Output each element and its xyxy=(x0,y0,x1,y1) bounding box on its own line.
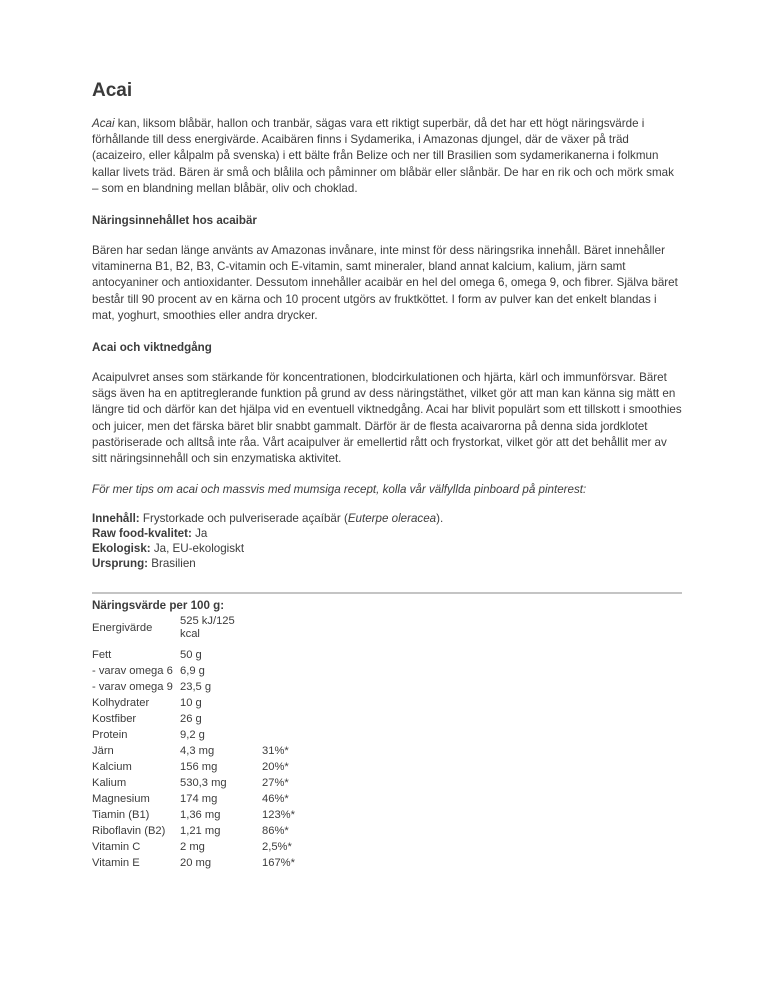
nutrient-name: Vitamin C xyxy=(92,840,141,853)
nutrient-name: Energivärde xyxy=(92,621,153,634)
nutrient-name: Järn xyxy=(92,744,114,757)
nutrient-rdi: 20%* xyxy=(262,760,289,773)
nutrition-heading: Näringsvärde per 100 g: xyxy=(92,598,225,612)
table-row xyxy=(92,614,322,648)
nutrient-rdi xyxy=(262,695,322,711)
nutrient-name: Riboflavin (B2) xyxy=(92,824,166,837)
table-row xyxy=(92,839,322,855)
nutrient-amount: 6,9 g xyxy=(180,664,205,677)
energy-line1: 525 kJ/125 xyxy=(180,615,235,628)
table-row xyxy=(92,823,322,839)
intro-paragraph xyxy=(92,116,682,197)
table-row xyxy=(92,647,322,663)
intro-lead: Acai xyxy=(92,117,115,130)
nutrient-amount: 1,21 mg xyxy=(180,824,221,837)
nutrient-amount: 20 mg xyxy=(180,856,212,869)
table-row xyxy=(92,727,322,743)
fact-ingredients-text: Frystorkade och pulveriserade açaíbär ( xyxy=(139,512,348,526)
fact-origin xyxy=(92,557,682,572)
section-heading-weightloss: Acai och viktnedgång xyxy=(92,341,212,355)
nutrient-rdi: 46%* xyxy=(262,792,289,805)
nutrient-name: Kolhydrater xyxy=(92,696,150,709)
table-row xyxy=(92,663,322,679)
nutrient-amount: 1,36 mg xyxy=(180,808,221,821)
table-row xyxy=(92,695,322,711)
nutrient-amount xyxy=(180,614,262,648)
intro-text: kan, liksom blåbär, hallon och tranbär, sägas vara ett riktigt superbär, då det har ett högt näringsvärde i förhållande till dess energivärde. Acaibären finns i Sydamerika, i Amazonas djungel, där de växer på träd (acaizeiro, eller kålpalm på svenska) i ett bälte från Belize och ner till Brasilien som sydamerikanerna i folkmun kallar livets träd. Bären är små och blålila och påminner om blåbär eller slånbär. De har en rik och och mörk smak – som en blandning mellan blåbär, oliv och choklad. xyxy=(92,117,674,195)
nutrient-name: Vitamin E xyxy=(92,856,140,869)
nutrient-name: Kalcium xyxy=(92,760,132,773)
table-row xyxy=(92,711,322,727)
nutrient-rdi xyxy=(262,614,322,648)
nutrient-amount: 23,5 g xyxy=(180,680,212,693)
nutrient-rdi: 123%* xyxy=(262,808,295,821)
nutrient-name: Fett xyxy=(92,648,112,661)
table-row xyxy=(92,775,322,791)
fact-origin-value: Brasilien xyxy=(148,556,196,570)
nutrient-name: Kalium xyxy=(92,776,127,789)
nutrient-name: Protein xyxy=(92,728,128,741)
nutrient-amount: 174 mg xyxy=(180,792,218,805)
nutrition-table xyxy=(92,614,322,872)
table-row xyxy=(92,679,322,695)
nutrient-name: - varav omega 6 xyxy=(92,664,173,677)
fact-ingredients xyxy=(92,512,682,527)
nutrient-name: Magnesium xyxy=(92,792,150,805)
fact-rawfood xyxy=(92,527,682,542)
section-heading-nutrition: Näringsinnehållet hos acaibär xyxy=(92,214,257,228)
nutrient-rdi: 86%* xyxy=(262,824,289,837)
nutrient-amount: 2 mg xyxy=(180,840,205,853)
fact-organic-value: Ja, EU-ekologiskt xyxy=(150,542,245,556)
fact-rawfood-label: Raw food-kvalitet: xyxy=(92,527,192,541)
nutrient-rdi: 2,5%* xyxy=(262,840,292,853)
fact-ingredients-label: Innehåll: xyxy=(92,512,140,526)
fact-rawfood-value: Ja xyxy=(191,527,208,541)
product-facts xyxy=(92,512,682,571)
nutrient-amount: 9,2 g xyxy=(180,728,205,741)
table-row xyxy=(92,855,322,871)
nutrient-name: Tiamin (B1) xyxy=(92,808,150,821)
table-row xyxy=(92,759,322,775)
nutrient-amount: 10 g xyxy=(180,696,202,709)
nutrient-name: - varav omega 9 xyxy=(92,680,173,693)
section-paragraph-weightloss: Acaipulvret anses som stärkande för koncentrationen, blodcirkulationen och hjärta, kärl och immunförsvar. Bäret sägs även ha en aptitreglerande funktion på grund av dess näringstäthet, vilket gör att man kan känna sig mätt en längre tid och därför kan det hjälpa vid en eventuell viktnedgång. Acai har blivit populärt som ett tillskott i smoothies och juicer, men det färska bäret blir snabbt gammalt. Därför är de flesta acaivarorna på denna sida jordklotet pastöriserade och alltså inte råa. Vårt acaipulver är emellertid rått och frystorkat, vilket gör att det behållit mer av sitt näringsinnehåll och sin enzymatiska aktivitet. xyxy=(92,371,682,466)
nutrient-rdi: 167%* xyxy=(262,856,295,869)
table-row xyxy=(92,791,322,807)
nutrient-amount: 4,3 mg xyxy=(180,744,215,757)
divider xyxy=(92,592,682,594)
nutrient-amount: 156 mg xyxy=(180,760,218,773)
page-title: Acai xyxy=(92,80,133,101)
nutrient-rdi xyxy=(262,647,322,663)
nutrient-rdi: 31%* xyxy=(262,744,289,757)
fact-organic-label: Ekologisk: xyxy=(92,542,151,556)
nutrient-rdi xyxy=(262,727,322,743)
fact-origin-label: Ursprung: xyxy=(92,556,149,570)
nutrient-rdi: 27%* xyxy=(262,776,289,789)
energy-line2: kcal xyxy=(180,628,200,641)
fact-ingredients-end: ). xyxy=(436,512,444,526)
nutrient-amount: 26 g xyxy=(180,712,202,725)
tips-text: För mer tips om acai och massvis med mumsiga recept, kolla vår välfyllda pinboard på pinterest: xyxy=(92,483,587,497)
nutrient-name: Kostfiber xyxy=(92,712,137,725)
nutrient-amount: 50 g xyxy=(180,648,202,661)
table-row xyxy=(92,743,322,759)
nutrient-amount: 530,3 mg xyxy=(180,776,227,789)
nutrient-rdi xyxy=(262,679,322,695)
table-row xyxy=(92,807,322,823)
fact-ingredients-latin: Euterpe oleracea xyxy=(347,512,437,526)
nutrient-rdi xyxy=(262,663,322,679)
fact-organic xyxy=(92,542,682,557)
nutrient-rdi xyxy=(262,711,322,727)
section-paragraph-nutrition: Bären har sedan länge använts av Amazonas invånare, inte minst för dess näringsrika innehåll. Bäret innehåller vitaminerna B1, B2, B3, C-vitamin och E-vitamin, samt mineraler, bland annat kalcium, kalium, järn samt antocyaniner och antioxidanter. Dessutom innehåller acaibär en hel del omega 6, omega 9, och fibrer. Själva bäret består till 90 procent av en kärna och 10 procent utgörs av fruktköttet. I form av pulver kan det enkelt blandas i mat, yoghurt, smoothies eller andra drycker. xyxy=(92,244,678,322)
document xyxy=(92,80,682,871)
